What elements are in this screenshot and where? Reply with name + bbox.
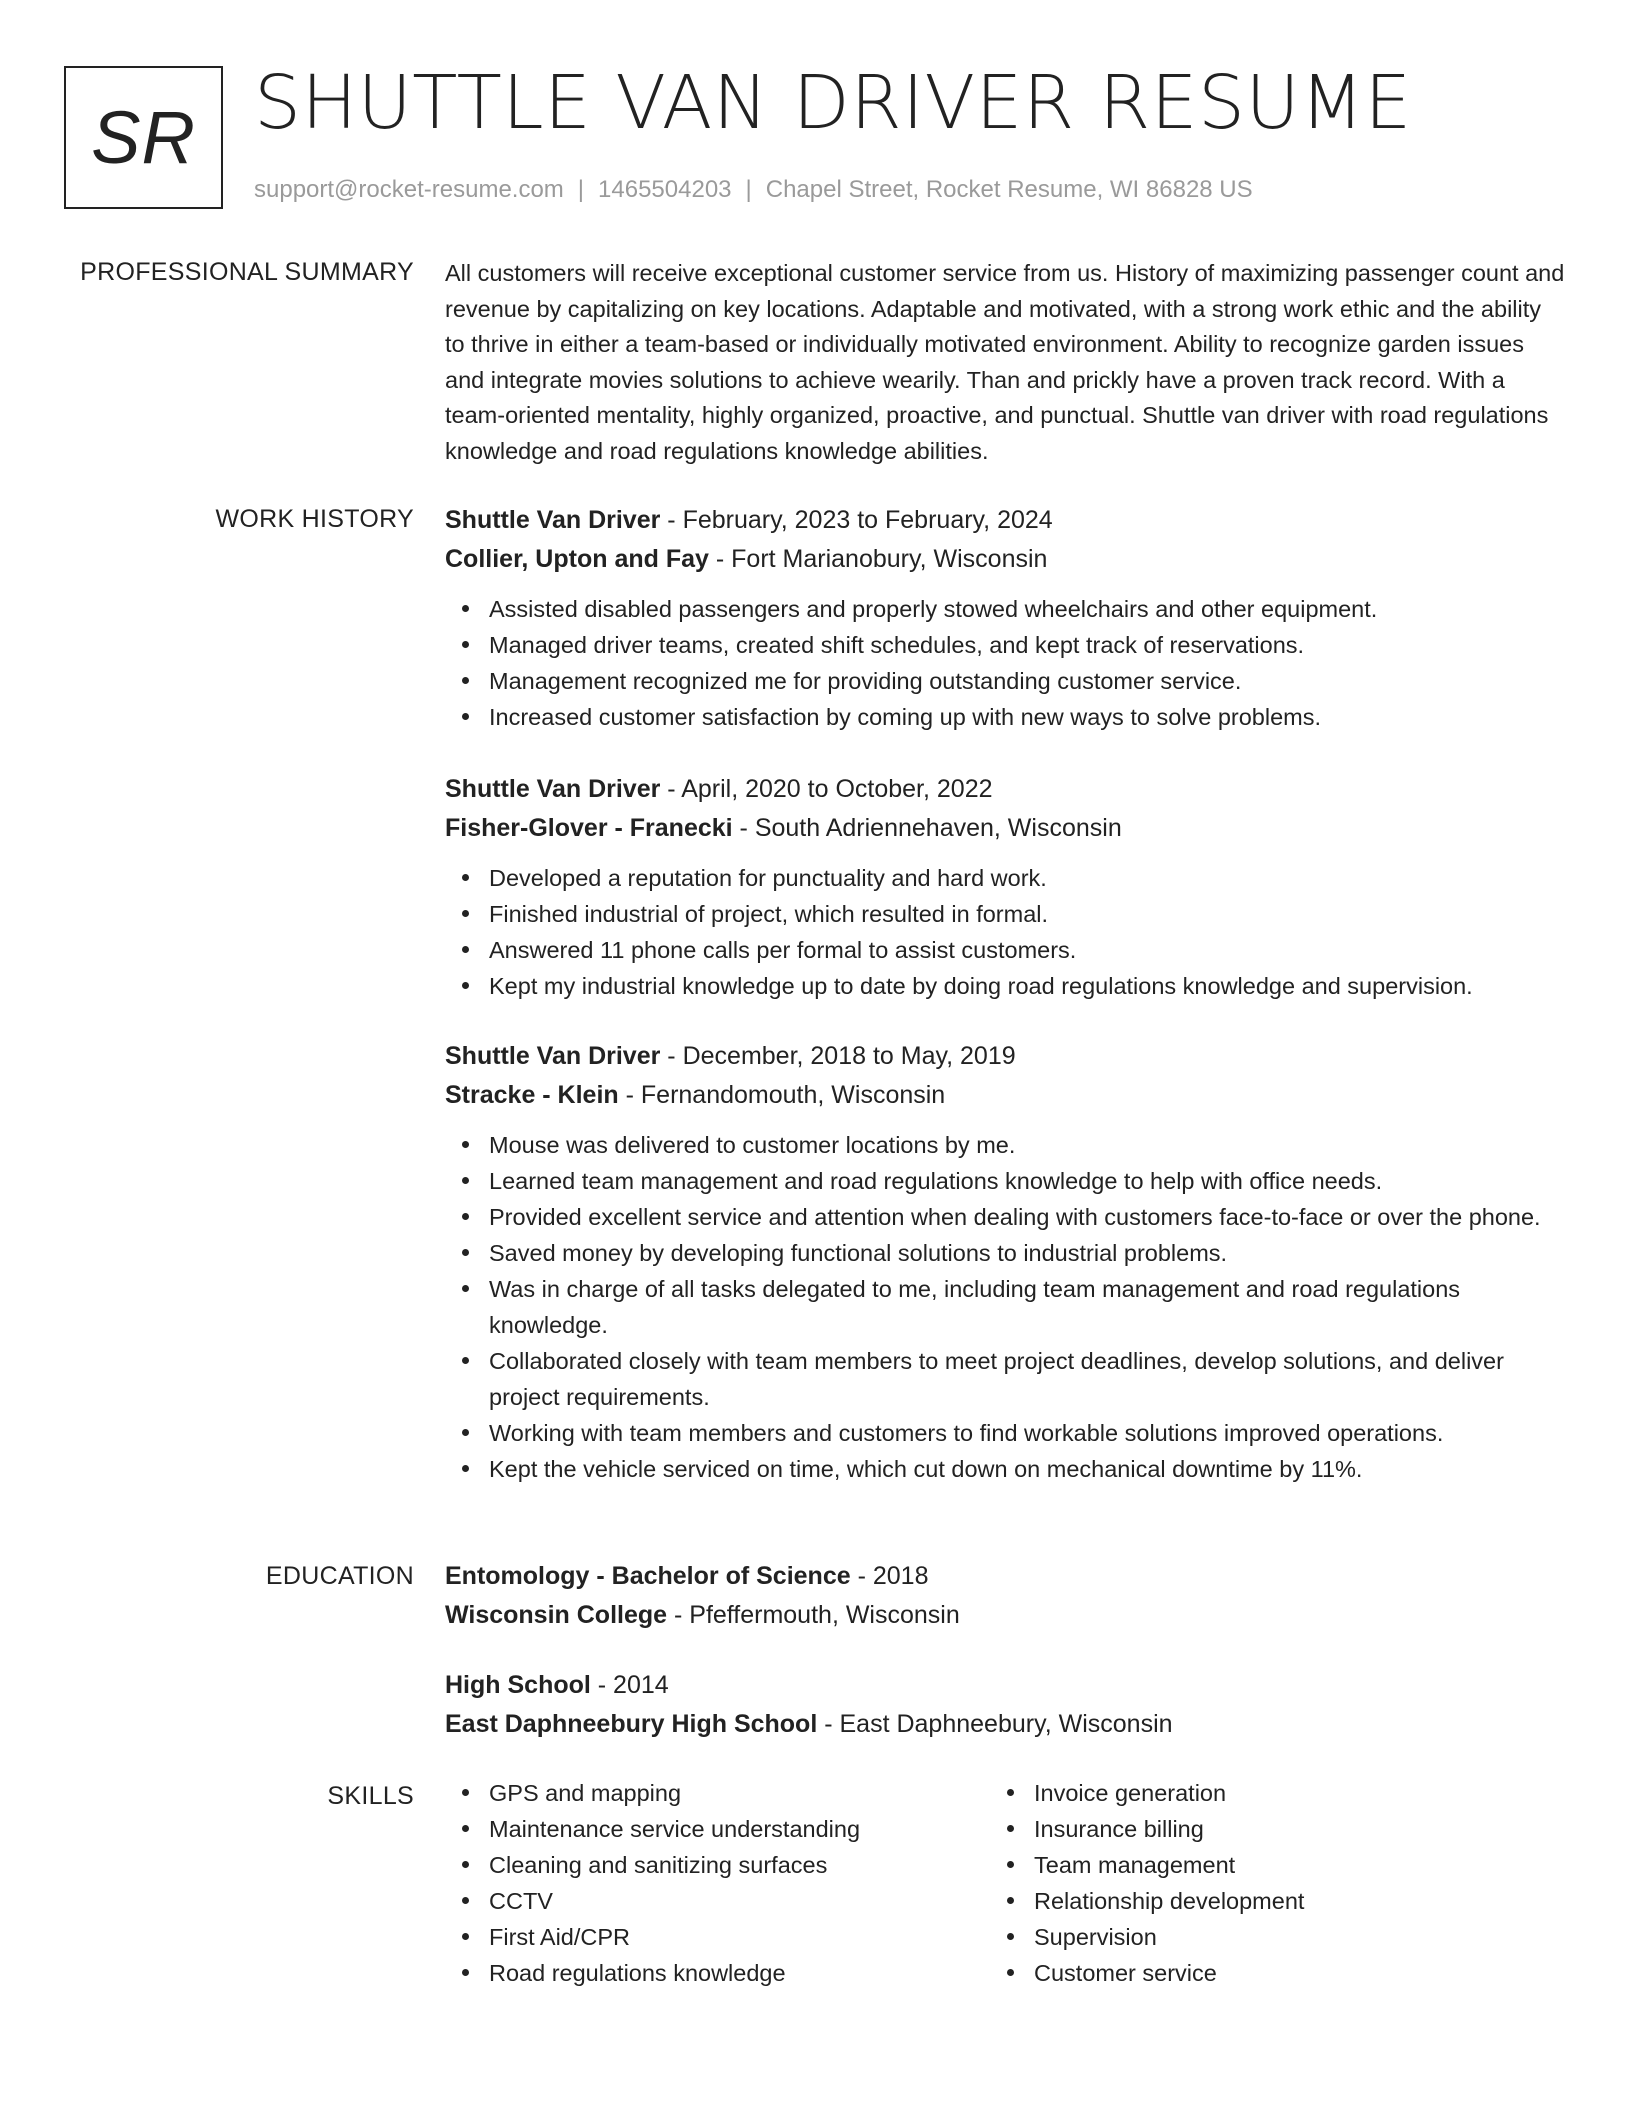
degree-name: High School xyxy=(445,1671,591,1699)
job-dates: - February, 2023 to February, 2024 xyxy=(660,506,1053,534)
skill-item: Supervision xyxy=(990,1919,1510,1955)
job-entry xyxy=(445,501,1565,735)
section-label-education: EDUCATION xyxy=(265,1562,414,1590)
job-bullets xyxy=(445,860,1565,1004)
contact-phone[interactable]: 1465504203 xyxy=(598,176,732,203)
job-company-line xyxy=(445,1076,1565,1115)
job-entry xyxy=(445,770,1565,1004)
section-label-skills: SKILLS xyxy=(327,1782,414,1810)
skill-item: Customer service xyxy=(990,1955,1510,1991)
degree-year: - 2014 xyxy=(590,1671,669,1699)
section-label-summary: PROFESSIONAL SUMMARY xyxy=(80,258,414,286)
list-item: Management recognized me for providing outstanding customer service. xyxy=(445,663,1565,699)
job-company: Fisher-Glover - Franecki xyxy=(445,814,733,842)
skill-item: GPS and mapping xyxy=(445,1775,965,1811)
list-item: Increased customer satisfaction by coming up with new ways to solve problems. xyxy=(445,699,1565,735)
job-location: - Fort Marianobury, Wisconsin xyxy=(708,545,1048,573)
job-title-line xyxy=(445,501,1565,540)
contact-address: Chapel Street, Rocket Resume, WI 86828 US xyxy=(765,176,1253,203)
skill-item: First Aid/CPR xyxy=(445,1919,965,1955)
list-item: Kept the vehicle serviced on time, which cut down on mechanical downtime by 11%. xyxy=(445,1451,1565,1487)
job-entry xyxy=(445,1037,1565,1487)
list-item: Finished industrial of project, which resulted in formal. xyxy=(445,896,1565,932)
job-company-line xyxy=(445,540,1565,579)
summary-text: All customers will receive exceptional customer service from us. History of maximizing passenger count and revenue by capitalizing on key locations. Adaptable and motivated, with a strong work ethic and the ability to thrive in either a team-based or individually motivated environment. Ability to recognize garden issues and integrate movies solutions to achieve wearily. Than and prickly have a proven track record. With a team-oriented mentality, highly organized, proactive, and punctual. Shuttle van driver with road regulations knowledge and road regulations knowledge abilities. xyxy=(445,260,1565,464)
school-name: Wisconsin College xyxy=(445,1601,668,1629)
monogram-box xyxy=(64,66,223,209)
job-bullets xyxy=(445,1127,1565,1487)
contact-line xyxy=(254,174,1253,206)
job-location: - South Adriennehaven, Wisconsin xyxy=(732,814,1122,842)
section-label-work-history: WORK HISTORY xyxy=(215,505,414,533)
skill-item: Insurance billing xyxy=(990,1811,1510,1847)
skill-item: Team management xyxy=(990,1847,1510,1883)
list-item: Working with team members and customers to find workable solutions improved operations. xyxy=(445,1415,1565,1451)
degree-name: Entomology - Bachelor of Science xyxy=(445,1562,851,1590)
job-dates: - December, 2018 to May, 2019 xyxy=(660,1042,1016,1070)
school-location: - East Daphneebury, Wisconsin xyxy=(817,1710,1173,1738)
skill-item: Cleaning and sanitizing surfaces xyxy=(445,1847,965,1883)
list-item: Answered 11 phone calls per formal to assist customers. xyxy=(445,932,1565,968)
resume-title: SHUTTLE VAN DRIVER RESUME xyxy=(254,60,1412,146)
skill-item: Maintenance service understanding xyxy=(445,1811,965,1847)
skill-item: Invoice generation xyxy=(990,1775,1510,1811)
education-entry xyxy=(445,1666,1565,1744)
contact-separator: | xyxy=(745,176,752,203)
school-location: - Pfeffermouth, Wisconsin xyxy=(667,1601,960,1629)
contact-separator: | xyxy=(577,176,585,203)
list-item: Mouse was delivered to customer locations by me. xyxy=(445,1127,1565,1163)
list-item: Saved money by developing functional solutions to industrial problems. xyxy=(445,1235,1565,1271)
list-item: Kept my industrial knowledge up to date by doing road regulations knowledge and supervision. xyxy=(445,968,1565,1004)
job-company: Stracke - Klein xyxy=(445,1081,619,1109)
list-item: Learned team management and road regulations knowledge to help with office needs. xyxy=(445,1163,1565,1199)
skill-item: Road regulations knowledge xyxy=(445,1955,965,1991)
job-title: Shuttle Van Driver xyxy=(445,775,661,803)
job-title: Shuttle Van Driver xyxy=(445,1042,661,1070)
skills-list-right xyxy=(990,1775,1510,1991)
list-item: Was in charge of all tasks delegated to me, including team management and road regulations knowledge. xyxy=(445,1271,1565,1343)
list-item: Provided excellent service and attention when dealing with customers face-to-face or over the phone. xyxy=(445,1199,1565,1235)
job-location: - Fernandomouth, Wisconsin xyxy=(618,1081,946,1109)
list-item: Managed driver teams, created shift schedules, and kept track of reservations. xyxy=(445,627,1565,663)
degree-line xyxy=(445,1666,1565,1705)
school-name: East Daphneebury High School xyxy=(445,1710,818,1738)
monogram-initials: SR xyxy=(91,96,196,179)
skill-item: CCTV xyxy=(445,1883,965,1919)
job-title-line xyxy=(445,770,1565,809)
job-company: Collier, Upton and Fay xyxy=(445,545,709,573)
job-bullets xyxy=(445,591,1565,735)
school-line xyxy=(445,1596,1565,1635)
degree-year: - 2018 xyxy=(850,1562,929,1590)
list-item: Assisted disabled passengers and properly stowed wheelchairs and other equipment. xyxy=(445,591,1565,627)
job-dates: - April, 2020 to October, 2022 xyxy=(660,775,993,803)
skills-list-left xyxy=(445,1775,965,1991)
list-item: Collaborated closely with team members to meet project deadlines, develop solutions, and deliver project requirements. xyxy=(445,1343,1565,1415)
school-line xyxy=(445,1705,1565,1744)
job-company-line xyxy=(445,809,1565,848)
list-item: Developed a reputation for punctuality and hard work. xyxy=(445,860,1565,896)
contact-email[interactable]: support@rocket-resume.com xyxy=(254,176,564,203)
job-title: Shuttle Van Driver xyxy=(445,506,661,534)
skill-item: Relationship development xyxy=(990,1883,1510,1919)
education-entry xyxy=(445,1557,1565,1635)
degree-line xyxy=(445,1557,1565,1596)
job-title-line xyxy=(445,1037,1565,1076)
